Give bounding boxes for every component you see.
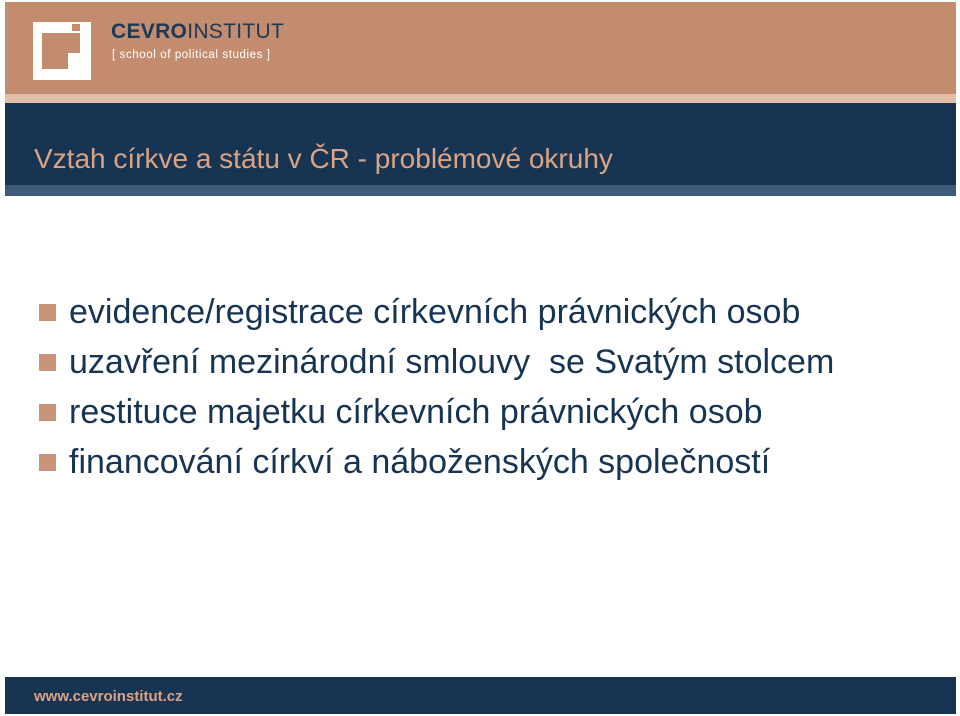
- header-stripe: [5, 94, 956, 103]
- bullet-text: financování církví a náboženských společností: [69, 443, 771, 481]
- logo-tagline: [ school of political studies ]: [112, 49, 271, 61]
- bullet-item: [39, 338, 939, 386]
- bullet-item: [39, 438, 939, 486]
- bullet-item: [39, 288, 939, 336]
- square-bullet-icon: [39, 354, 56, 371]
- slide: [5, 2, 956, 714]
- bullet-item: [39, 388, 939, 436]
- bullet-list: [39, 288, 939, 488]
- cevro-logo-icon: [33, 22, 91, 80]
- logo-name: [111, 20, 284, 44]
- logo-name-bold: CEVRO: [111, 20, 188, 43]
- slide-title: Vztah církve a státu v ČR - problémové okruhy: [34, 143, 613, 174]
- title-stripe: [5, 185, 956, 196]
- square-bullet-icon: [39, 304, 56, 321]
- header-band: [5, 2, 956, 94]
- logo-name-light: INSTITUT: [187, 20, 285, 43]
- square-bullet-icon: [39, 454, 56, 471]
- bullet-text: uzavření mezinárodní smlouvy se Svatým stolcem: [69, 343, 835, 381]
- footer-url: www.cevroinstitut.cz: [34, 688, 183, 705]
- bullet-text: evidence/registrace církevních právnických osob: [69, 293, 801, 331]
- square-bullet-icon: [39, 404, 56, 421]
- bullet-text: restituce majetku církevních právnických osob: [69, 393, 763, 431]
